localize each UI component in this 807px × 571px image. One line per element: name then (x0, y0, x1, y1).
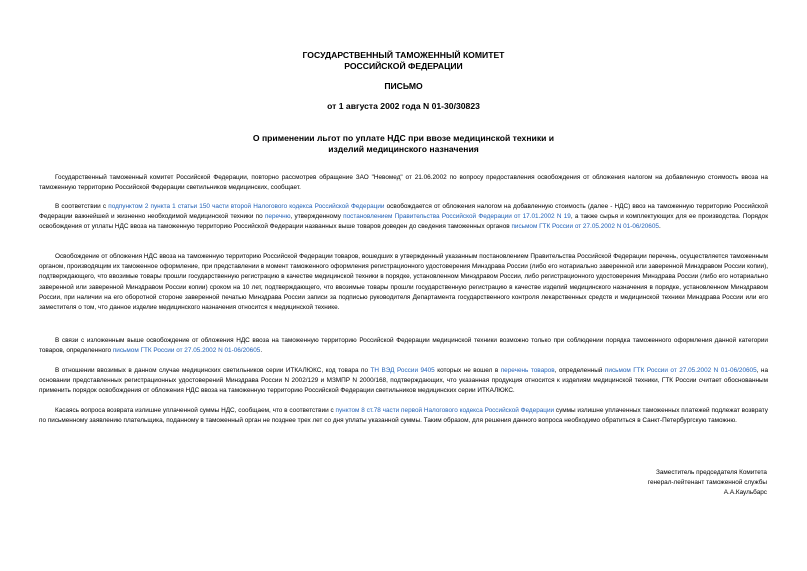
paragraph-6-text-1: Касаясь вопроса возврата излишне уплаченной суммы НДС, сообщаем, что в соответствии с (55, 407, 336, 414)
paragraph-3-text: Освобождение от обложения НДС ввоза на таможенную территорию Российской Федерации товаров, вошедших в утвержденный указанным постановлением Правительства Российской Федерации перечень, осуществляется таможенным органом, производящим их таможенное оформление, при представлении в момент таможенного оформления регистрационного удостоверения Минздрава России (либо его нотариально заверенной или заверенной Минздравом России копии), подтверждающего, что ввозимые товары прошли государственную регистрацию в качестве медицинской техники в порядке, установленном Минздравом России, либо регистрационного удостоверения Минздрава России (либо его нотариально заверенной или заверенной Минздравом России копии) сроком на 10 лет, подтверждающего, что ввозимые товары прошли государственную регистрацию в качестве изделий медицинского назначения в порядке, установленном Минздравом России, при наличии на его оборотной стороне заверенной печатью Минздрава России записи за подписью руководителя Департамента государственного контроля лекарственных средств и медицинской техники Минздрава России или его заместителя о том, что данное изделие медицинского назначения относится к медицинской технике. (39, 253, 768, 312)
paragraph-2-text-3: , утвержденному (290, 213, 344, 221)
paragraph-2 (39, 202, 768, 233)
subject-line-1: О применении льгот по уплате НДС при ввозе медицинской техники и (252, 133, 555, 143)
paragraph-4-text-2: . (260, 347, 263, 355)
paragraph-4 (39, 336, 768, 356)
tax-code-art150-link[interactable]: подпунктом 2 пункта 1 статьи 150 части второй Налогового кодекса Российской Федерации (108, 203, 385, 210)
signature-block (648, 468, 767, 499)
issuer-line-1: ГОСУДАРСТВЕННЫЙ ТАМОЖЕННЫЙ КОМИТЕТ (302, 50, 505, 60)
paragraph-2-text-5: . (658, 223, 661, 231)
paragraph-2-text-2: освобождается от обложения налогом на добавленную стоимость (далее - НДС) ввоз на таможенную территорию Российской Федерации важнейшей и жизненно необходимой медицинской техники по (39, 203, 768, 221)
tax-code-art78-link[interactable]: пунктом 8 ст.78 части первой Налогового кодекса Российской Федерации (335, 407, 555, 414)
paragraph-5-text-4: , на основании представленных регистрационных удостоверений Минздрава России N 2002/129 и МЗМПР N 2000/168, подтверждающих, что указанная продукция относится к изделиям медицинской техники, ГТК России считает обоснованным применить порядок освобождения от обложения НДС ввоза на таможенную территорию Российской Федерации светильников медицинских серии ИТКАЛЮКС. (39, 367, 769, 395)
goods-list-link[interactable]: перечень товаров (500, 367, 555, 374)
signatory-position: Заместитель председателя Комитета (655, 469, 767, 476)
gtk-letter-link[interactable]: письмом ГТК России от 27.05.2002 N 01-06/20605 (511, 223, 659, 231)
tn-ved-link[interactable]: ТН ВЭД России 9405 (370, 367, 435, 374)
government-resolution-link[interactable]: постановлением Правительства Российской Федерации от 17.01.2002 N 19 (343, 213, 571, 221)
paragraph-6 (39, 406, 768, 426)
issuer-line-2: РОССИЙСКОЙ ФЕДЕРАЦИИ (344, 61, 463, 71)
paragraph-5 (39, 366, 768, 397)
gtk-letter-link[interactable]: письмом ГТК России от 27.05.2002 N 01-06/20605 (604, 367, 757, 374)
paragraph-2-text-1: В соответствии с (55, 203, 109, 210)
paragraph-3 (39, 252, 768, 313)
paragraph-5-text-2: которых не вошел в (434, 367, 501, 374)
paragraph-2-text-4: , а также сырья и комплектующих для ее производства. Порядок освобождения от уплаты НДС ввоза на таможенную территорию Российской Федерации названных выше товаров доведен до сведения таможенных органов (39, 213, 768, 231)
signatory-rank: генерал-лейтенант таможенной службы (647, 479, 767, 487)
paragraph-6-text-2: суммы излишне уплаченных таможенных платежей подлежат возврату по письменному заявлению плательщика, поданному в таможенный орган не позднее трех лет со дня уплаты указанной суммы. Таким образом, для решения данного вопроса необходимо обратиться в Санкт-Петербургскую таможню. (39, 407, 768, 425)
subject-line-2: изделий медицинского назначения (328, 144, 479, 154)
document-type: ПИСЬМО (384, 81, 423, 91)
signatory-name: А.А.Каульбарс (723, 489, 767, 497)
gtk-letter-link[interactable]: письмом ГТК России от 27.05.2002 N 01-06/20605 (112, 347, 261, 355)
paragraph-5-text-1: В отношении ввозимых в данном случае медицинских светильников серии ИТКАЛЮКС, код товара по (55, 367, 371, 374)
paragraph-1-text: Государственный таможенный комитет Российской Федерации, повторно рассмотрев обращение ЗАО "Невомед" от 21.06.2002 по вопросу предоставления освобождения от обложения налогом на добавленную стоимость ввоза на таможенную территорию Российской Федерации светильников медицинских, сообщает. (39, 174, 768, 192)
paragraph-1 (39, 173, 768, 193)
paragraph-5-text-3: , определенный (554, 367, 605, 374)
paragraph-4-text-1: В связи с изложенным выше освобождение от обложения НДС ввоза на таможенную территорию Российской Федерации медицинской техники возможно только при соблюдении порядка таможенного оформления данной категории товаров, определенного (39, 337, 768, 355)
list-link[interactable]: перечню (264, 213, 291, 221)
document-date-number: от 1 августа 2002 года N 01-30/30823 (327, 101, 480, 111)
